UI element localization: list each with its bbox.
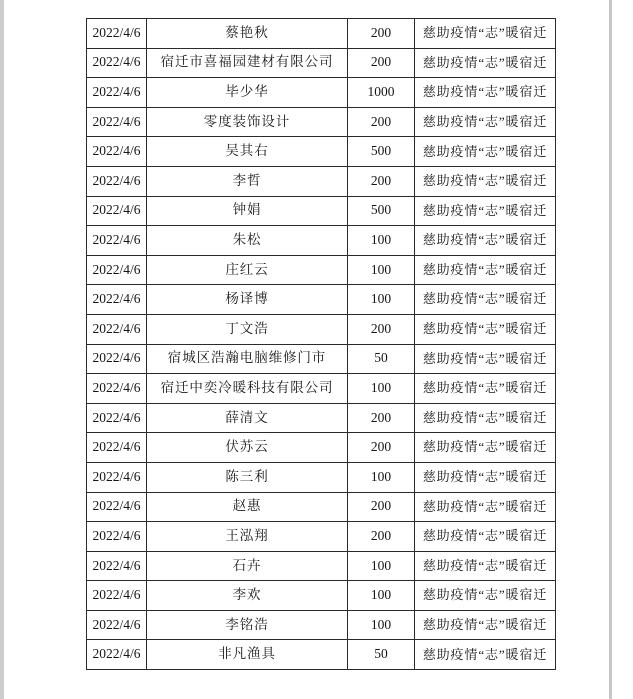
cell-donor-name: 李欢 xyxy=(147,581,348,611)
cell-donation-amount: 200 xyxy=(348,403,415,433)
cell-donation-date: 2022/4/6 xyxy=(87,462,147,492)
table-row xyxy=(87,48,556,78)
cell-donation-date: 2022/4/6 xyxy=(87,285,147,315)
cell-donation-date: 2022/4/6 xyxy=(87,314,147,344)
cell-donor-name: 宿迁中奕冷暖科技有限公司 xyxy=(147,374,348,404)
cell-donation-amount: 200 xyxy=(348,48,415,78)
page-right-gutter xyxy=(612,0,633,699)
table-row xyxy=(87,462,556,492)
cell-donor-name: 薛清文 xyxy=(147,403,348,433)
cell-donation-amount: 200 xyxy=(348,522,415,552)
cell-project-name: 慈助疫情“志”暖宿迁 xyxy=(415,255,556,285)
cell-donation-date: 2022/4/6 xyxy=(87,19,147,49)
table-row xyxy=(87,551,556,581)
cell-donor-name: 蔡艳秋 xyxy=(147,19,348,49)
cell-donation-amount: 200 xyxy=(348,166,415,196)
cell-project-name: 慈助疫情“志”暖宿迁 xyxy=(415,78,556,108)
table-row xyxy=(87,285,556,315)
table-row xyxy=(87,226,556,256)
table-row xyxy=(87,581,556,611)
cell-project-name: 慈助疫情“志”暖宿迁 xyxy=(415,314,556,344)
cell-donor-name: 吴其右 xyxy=(147,137,348,167)
cell-donation-amount: 100 xyxy=(348,285,415,315)
table-row xyxy=(87,522,556,552)
cell-project-name: 慈助疫情“志”暖宿迁 xyxy=(415,285,556,315)
cell-donation-date: 2022/4/6 xyxy=(87,196,147,226)
table-row xyxy=(87,255,556,285)
cell-donation-date: 2022/4/6 xyxy=(87,255,147,285)
table-row xyxy=(87,640,556,670)
cell-project-name: 慈助疫情“志”暖宿迁 xyxy=(415,640,556,670)
cell-donation-amount: 200 xyxy=(348,492,415,522)
cell-project-name: 慈助疫情“志”暖宿迁 xyxy=(415,19,556,49)
cell-donation-amount: 100 xyxy=(348,462,415,492)
donation-records-table xyxy=(86,18,556,670)
cell-donor-name: 陈三利 xyxy=(147,462,348,492)
table-row xyxy=(87,403,556,433)
cell-donation-amount: 50 xyxy=(348,344,415,374)
table-row xyxy=(87,374,556,404)
cell-donation-date: 2022/4/6 xyxy=(87,48,147,78)
cell-donation-date: 2022/4/6 xyxy=(87,581,147,611)
cell-project-name: 慈助疫情“志”暖宿迁 xyxy=(415,196,556,226)
cell-project-name: 慈助疫情“志”暖宿迁 xyxy=(415,344,556,374)
table-row xyxy=(87,344,556,374)
cell-donor-name: 赵惠 xyxy=(147,492,348,522)
table-row xyxy=(87,137,556,167)
cell-donation-date: 2022/4/6 xyxy=(87,78,147,108)
cell-donation-date: 2022/4/6 xyxy=(87,226,147,256)
table-row xyxy=(87,610,556,640)
cell-donation-date: 2022/4/6 xyxy=(87,166,147,196)
cell-donation-date: 2022/4/6 xyxy=(87,492,147,522)
table-row xyxy=(87,492,556,522)
cell-donation-amount: 100 xyxy=(348,374,415,404)
cell-project-name: 慈助疫情“志”暖宿迁 xyxy=(415,403,556,433)
cell-donor-name: 李铭浩 xyxy=(147,610,348,640)
donation-table-body xyxy=(87,19,556,670)
cell-donation-amount: 100 xyxy=(348,610,415,640)
cell-donation-date: 2022/4/6 xyxy=(87,107,147,137)
cell-donor-name: 王泓翔 xyxy=(147,522,348,552)
cell-donor-name: 宿迁市喜福园建材有限公司 xyxy=(147,48,348,78)
table-row xyxy=(87,433,556,463)
cell-donation-amount: 50 xyxy=(348,640,415,670)
cell-donation-amount: 100 xyxy=(348,581,415,611)
table-row xyxy=(87,19,556,49)
cell-donation-amount: 200 xyxy=(348,433,415,463)
table-row xyxy=(87,196,556,226)
cell-donation-amount: 500 xyxy=(348,196,415,226)
cell-donation-amount: 100 xyxy=(348,551,415,581)
cell-donation-amount: 200 xyxy=(348,19,415,49)
table-row xyxy=(87,314,556,344)
cell-project-name: 慈助疫情“志”暖宿迁 xyxy=(415,107,556,137)
cell-donor-name: 非凡渔具 xyxy=(147,640,348,670)
cell-donation-amount: 100 xyxy=(348,255,415,285)
cell-donor-name: 李哲 xyxy=(147,166,348,196)
table-row xyxy=(87,107,556,137)
cell-project-name: 慈助疫情“志”暖宿迁 xyxy=(415,551,556,581)
cell-project-name: 慈助疫情“志”暖宿迁 xyxy=(415,522,556,552)
cell-donation-date: 2022/4/6 xyxy=(87,433,147,463)
table-row xyxy=(87,166,556,196)
cell-donation-amount: 500 xyxy=(348,137,415,167)
cell-donation-date: 2022/4/6 xyxy=(87,610,147,640)
cell-donation-date: 2022/4/6 xyxy=(87,344,147,374)
cell-donation-amount: 200 xyxy=(348,314,415,344)
cell-donor-name: 庄红云 xyxy=(147,255,348,285)
table-row xyxy=(87,78,556,108)
cell-project-name: 慈助疫情“志”暖宿迁 xyxy=(415,48,556,78)
cell-donor-name: 零度装饰设计 xyxy=(147,107,348,137)
cell-donation-amount: 200 xyxy=(348,107,415,137)
cell-project-name: 慈助疫情“志”暖宿迁 xyxy=(415,492,556,522)
cell-donation-date: 2022/4/6 xyxy=(87,403,147,433)
cell-donor-name: 钟娟 xyxy=(147,196,348,226)
cell-project-name: 慈助疫情“志”暖宿迁 xyxy=(415,166,556,196)
cell-project-name: 慈助疫情“志”暖宿迁 xyxy=(415,610,556,640)
cell-donation-date: 2022/4/6 xyxy=(87,374,147,404)
cell-donation-date: 2022/4/6 xyxy=(87,137,147,167)
cell-project-name: 慈助疫情“志”暖宿迁 xyxy=(415,374,556,404)
cell-donor-name: 宿城区浩瀚电脑维修门市 xyxy=(147,344,348,374)
cell-donor-name: 伏苏云 xyxy=(147,433,348,463)
cell-donor-name: 杨译博 xyxy=(147,285,348,315)
page-left-edge xyxy=(0,0,4,699)
cell-project-name: 慈助疫情“志”暖宿迁 xyxy=(415,462,556,492)
cell-project-name: 慈助疫情“志”暖宿迁 xyxy=(415,581,556,611)
cell-donor-name: 毕少华 xyxy=(147,78,348,108)
cell-donation-date: 2022/4/6 xyxy=(87,640,147,670)
cell-project-name: 慈助疫情“志”暖宿迁 xyxy=(415,226,556,256)
cell-project-name: 慈助疫情“志”暖宿迁 xyxy=(415,137,556,167)
cell-project-name: 慈助疫情“志”暖宿迁 xyxy=(415,433,556,463)
cell-donation-date: 2022/4/6 xyxy=(87,522,147,552)
cell-donor-name: 石卉 xyxy=(147,551,348,581)
cell-donor-name: 丁文浩 xyxy=(147,314,348,344)
cell-donation-amount: 100 xyxy=(348,226,415,256)
cell-donor-name: 朱松 xyxy=(147,226,348,256)
cell-donation-date: 2022/4/6 xyxy=(87,551,147,581)
cell-donation-amount: 1000 xyxy=(348,78,415,108)
